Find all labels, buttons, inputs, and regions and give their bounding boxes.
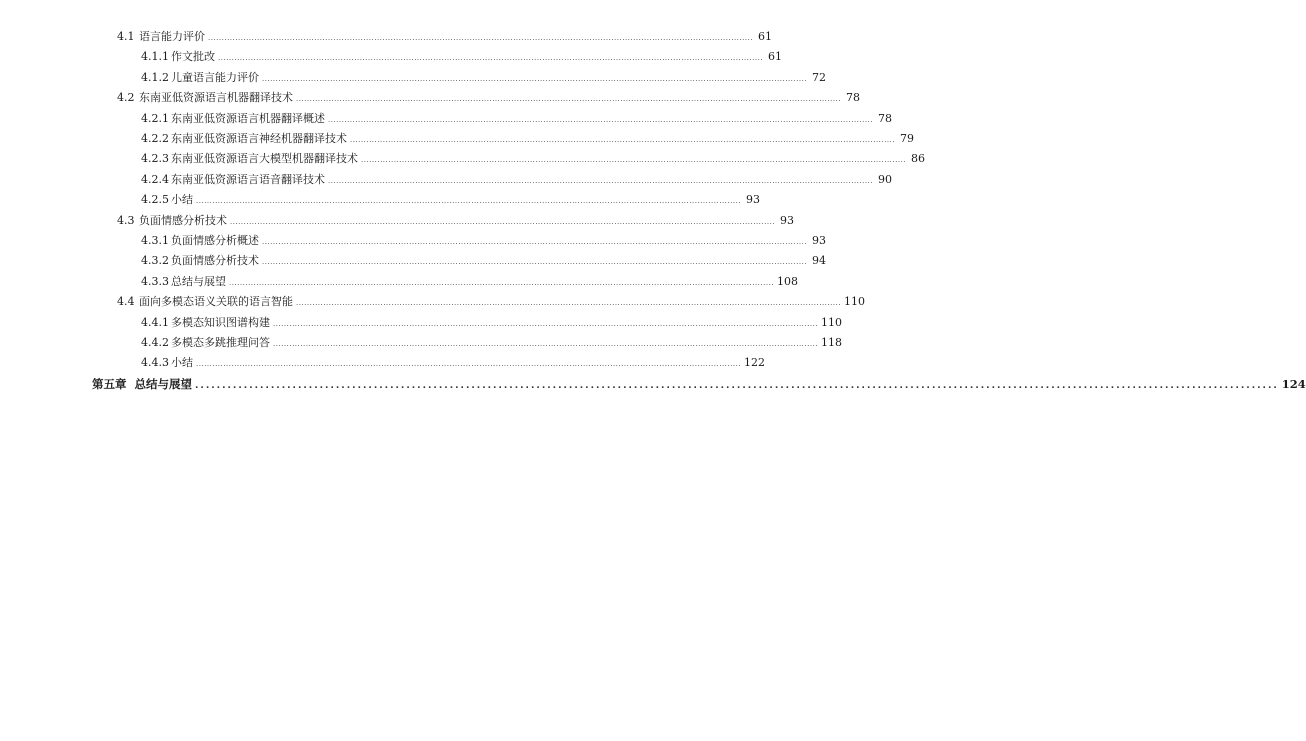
- toc-entry-number: 4.4: [117, 295, 135, 309]
- toc-entry[interactable]: [141, 152, 926, 166]
- toc-entry-page: 61: [768, 50, 783, 64]
- toc-entry-title: 东南亚低资源语言语音翻译技术: [171, 172, 325, 186]
- toc-entry[interactable]: [141, 356, 766, 370]
- toc-entry-number: 4.2: [117, 91, 135, 105]
- toc-entry-title: 负面情感分析技术: [139, 213, 227, 227]
- toc-entry-number: 4.3.3: [141, 274, 169, 288]
- dot-leader: ........................................................................................................................................................................................................: [208, 34, 754, 42]
- toc-entry[interactable]: [141, 315, 843, 330]
- toc-entry-number: 4.3: [117, 213, 135, 227]
- toc-entry-number: 4.2.1: [141, 111, 169, 125]
- dot-leader: ........................................................................................................................................................................................................: [273, 319, 819, 328]
- toc-entry[interactable]: [92, 376, 1306, 391]
- dot-leader: ........................................................................................................................................................................................................: [262, 74, 808, 83]
- toc-entry-page: 94: [812, 254, 827, 268]
- toc-entry[interactable]: [141, 234, 827, 248]
- toc-entry-title: 负面情感分析技术: [171, 254, 259, 268]
- dot-leader: ........................................................................................................................................................................................................: [262, 238, 808, 246]
- dot-leader: ........................................................................................................................................................................................................: [296, 299, 842, 308]
- toc-entry[interactable]: [117, 91, 861, 105]
- toc-entry-title: 多模态多跳推理问答: [171, 336, 270, 349]
- toc-entry-number: 4.2.3: [141, 152, 169, 166]
- toc-entry-title: 语言能力评价: [139, 30, 205, 43]
- toc-entry-title: 总结与展望: [134, 376, 192, 391]
- toc-entry-number: 4.3.1: [141, 234, 169, 247]
- toc-entry-title: 儿童语言能力评价: [171, 70, 259, 84]
- toc-entry-page: 93: [780, 213, 795, 227]
- toc-entry[interactable]: [141, 111, 893, 126]
- toc-entry-page: 110: [844, 295, 866, 309]
- toc-entry[interactable]: [141, 70, 827, 85]
- toc-entry-number: 4.4.1: [141, 315, 169, 329]
- toc-entry-number: 4.1.1: [141, 50, 169, 64]
- toc-entry[interactable]: [141, 254, 827, 268]
- toc-entry-number: 4.3.2: [141, 254, 169, 268]
- dot-leader: ........................................................................................................................................................................................................: [229, 278, 775, 287]
- toc-entry-number: 第五章: [92, 376, 127, 391]
- toc-entry-number: 4.1.2: [141, 70, 169, 84]
- toc-entry-title: 多模态知识图谱构建: [171, 315, 270, 329]
- dot-leader: ........................................................................................................................................................................................................: [328, 115, 874, 124]
- dot-leader: ........................................................................................................................................................................................................: [328, 176, 874, 185]
- toc-entry[interactable]: [141, 336, 843, 350]
- dot-leader: ........................................................................................................................................................................................................: [361, 156, 907, 165]
- toc-entry[interactable]: [141, 172, 893, 187]
- dot-leader: ........................................................................................................................................................................................................: [196, 197, 742, 206]
- dot-leader: ........................................................................................................................................................................................................: [350, 136, 896, 144]
- toc-entry-page: 110: [821, 315, 843, 329]
- toc-entry-number: 4.1: [117, 30, 135, 43]
- toc-entry-page: 93: [812, 234, 827, 247]
- toc-entry[interactable]: [117, 295, 866, 309]
- toc-entry-number: 4.4.3: [141, 356, 169, 370]
- toc-entry-title: 东南亚低资源语言大模型机器翻译技术: [171, 152, 358, 166]
- toc-entry-page: 61: [758, 30, 773, 43]
- toc-entry-number: 4.2.5: [141, 193, 169, 207]
- dot-leader: ........................................................................................................................................................................................................: [218, 54, 764, 63]
- toc-entry[interactable]: [117, 30, 773, 44]
- toc-entry-title: 东南亚低资源语言机器翻译概述: [171, 111, 325, 125]
- toc-entry-title: 东南亚低资源语言机器翻译技术: [139, 91, 293, 105]
- toc-entry[interactable]: [141, 50, 783, 64]
- toc-entry-title: 东南亚低资源语言神经机器翻译技术: [171, 132, 347, 145]
- dot-leader: ........................................................................................................................................................................................................: [195, 380, 1279, 391]
- toc-entry-title: 小结: [171, 356, 193, 370]
- toc-entry-title: 小结: [171, 193, 193, 207]
- toc-entry-page: 90: [878, 172, 893, 186]
- dot-leader: ........................................................................................................................................................................................................: [196, 360, 742, 369]
- dot-leader: ........................................................................................................................................................................................................: [262, 258, 808, 267]
- toc-entry[interactable]: [117, 213, 795, 228]
- toc-entry-title: 负面情感分析概述: [171, 234, 259, 247]
- toc-entry-page: 124: [1281, 376, 1306, 391]
- toc-entry-page: 86: [911, 152, 926, 166]
- toc-entry[interactable]: [141, 132, 915, 146]
- toc-entry-number: 4.2.4: [141, 172, 169, 186]
- toc-entry-page: 78: [878, 111, 893, 125]
- toc-entry-number: 4.4.2: [141, 336, 169, 349]
- toc-entry-title: 总结与展望: [171, 274, 226, 288]
- toc-entry-page: 78: [846, 91, 861, 105]
- dot-leader: ........................................................................................................................................................................................................: [273, 340, 819, 348]
- toc-entry-title: 面向多模态语义关联的语言智能: [139, 295, 293, 309]
- dot-leader: ........................................................................................................................................................................................................: [296, 95, 842, 104]
- toc-entry-number: 4.2.2: [141, 132, 169, 145]
- toc-entry-title: 作文批改: [171, 50, 215, 64]
- toc-entry-page: 72: [812, 70, 827, 84]
- toc-entry-page: 93: [746, 193, 761, 207]
- toc-entry-page: 108: [777, 274, 799, 288]
- toc-entry[interactable]: [141, 193, 761, 207]
- toc-entry-page: 118: [821, 336, 843, 349]
- toc-entry-page: 122: [744, 356, 766, 370]
- dot-leader: ........................................................................................................................................................................................................: [230, 217, 776, 226]
- toc-entry-page: 79: [900, 132, 915, 145]
- toc-entry[interactable]: [141, 274, 799, 289]
